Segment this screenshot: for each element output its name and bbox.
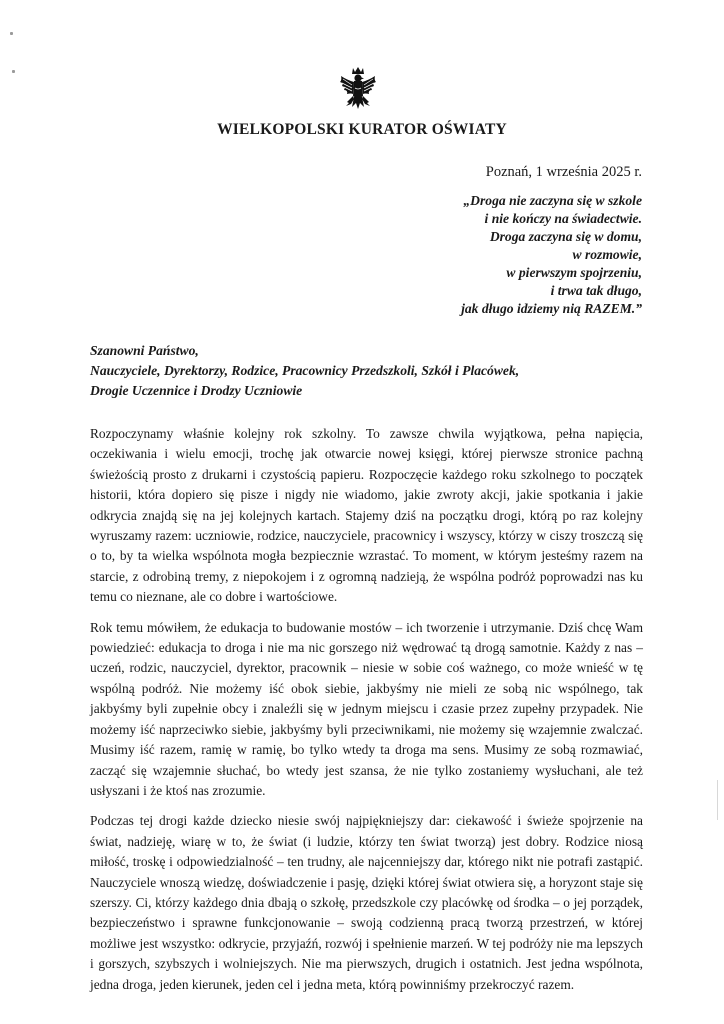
body-paragraph: Rozpoczynamy właśnie kolejny rok szkolny. To zawsze chwila wyjątkowa, pełna napięcia, oczekiwania i wielu emocji, trochę jak otwarcie nowej księgi, której pierwsze stronice pachną świeżością prosto z drukarni i czystością papieru. Rozpoczęcie każdego roku szkolnego to początek historii, która dopiero się pisze i nigdy nie wiadomo, jakie zwroty akcji, jakie spotkania i jakie odkrycia znajdą się na jej kolejnych kartach. Stajemy dziś na początku drogi, którą po raz kolejny wyruszamy razem: uczniowie, rodzice, nauczyciele, pracownicy i wszyscy, którzy w ciszy troszczą się o to, by ta wielka wspólnota mogła bezpiecznie wzrastać. To moment, w którym jesteśmy razem na starcie, z odrobiną tremy, z niepokojem i z ogromną nadzieją, że wspólna podróż poprowadzi nas ku temu co nieznane, ale co dobre i wartościowe. [90, 426, 643, 605]
motto-line: „Droga nie zaczyna się w szkole [463, 193, 642, 208]
motto-line: w pierwszym spojrzeniu, [506, 265, 642, 280]
salutation-line: Szanowni Państwo, [90, 343, 199, 358]
body-paragraph: Podczas tej drogi każde dziecko niesie swój najpiękniejszy dar: ciekawość i świeże spojrzenie na świat, nadzieję, wiarę w to, że świat (i ludzie, którzy ten świat tworzą) jest dobry. Rodzice niosą miłość, troskę i odpowiedzialność – ten trudny, ale najcenniejszy dar, którego nikt nie potrafi zastąpić. Nauczyciele wnoszą wiedzę, doświadczenie i pasję, dzięki której świat otwiera się, a horyzont staje się szerszy. Ci, którzy każdego dnia dbają o szkołę, przedszkole czy placówkę od środka – o jej porządek, bezpieczeństwo i sprawne funkcjonowanie – swoją codzienną pracą tworzą przestrzeń, w której możliwe jest wszystko: odkrycie, przyjaźń, rozwój i spełnienie marzeń. W tej podróży nie ma lepszych i gorszych, szybszych i wolniejszych. Nie ma pierwszych, drugich i ostatnich. Jest jedna wspólnota, jedna droga, jeden kierunek, jeden cel i jedna meta, którą powinniśmy przekroczyć razem. [90, 813, 643, 992]
date-line: Poznań, 1 września 2025 r. [485, 164, 642, 180]
salutation-line: Drogie Uczennice i Drodzy Uczniowie [90, 383, 303, 398]
institution-title: WIELKOPOLSKI KURATOR OŚWIATY [217, 121, 507, 138]
motto-line: i trwa tak długo, [550, 283, 642, 298]
body-paragraph: Rok temu mówiłem, że edukacja to budowanie mostów – ich tworzenie i utrzymanie. Dziś chcę Wam powiedzieć: edukacja to droga i nie ma nic gorszego niż wędrować tą drogą samotnie. Każdy z nas – uczeń, rodzic, nauczyciel, dyrektor, pracownik – niesie w sobie coś ważnego, co może wnieść w tę wspólną podróż. Nie możemy iść obok siebie, jakbyśmy nie mieli ze sobą nic wspólnego, tak jakbyśmy byli zupełnie obcy i znaleźli się w jednym miejscu i czasie przez zupełny przypadek. Nie możemy iść naprzeciwko siebie, jakbyśmy byli przeciwnikami, nie możemy się wzajemnie zwalczać. Musimy iść razem, ramię w ramię, bo tylko wtedy ta droga ma sens. Musimy ze sobą rozmawiać, zacząć się wzajemnie słuchać, bo wtedy jest szansa, że nie tylko zostaniemy wysłuchani, ale też usłyszani i że ktoś nas zrozumie. [90, 619, 643, 798]
salutation [90, 341, 519, 401]
salutation-line: Nauczyciele, Dyrektorzy, Rodzice, Pracownicy Przedszkoli, Szkół i Placówek, [90, 363, 520, 378]
scan-mark [10, 32, 13, 35]
motto-line: Droga zaczyna się w domu, [489, 229, 642, 244]
motto-line: w rozmowie, [572, 247, 642, 262]
scan-mark [12, 70, 15, 73]
letter-body [90, 424, 643, 1005]
motto-quote [461, 192, 642, 318]
polish-eagle-emblem-icon [338, 66, 378, 118]
motto-line: i nie kończy na świadectwie. [484, 211, 642, 226]
motto-line: jak długo idziemy nią RAZEM.” [461, 301, 642, 316]
scan-edge-line [717, 780, 718, 820]
